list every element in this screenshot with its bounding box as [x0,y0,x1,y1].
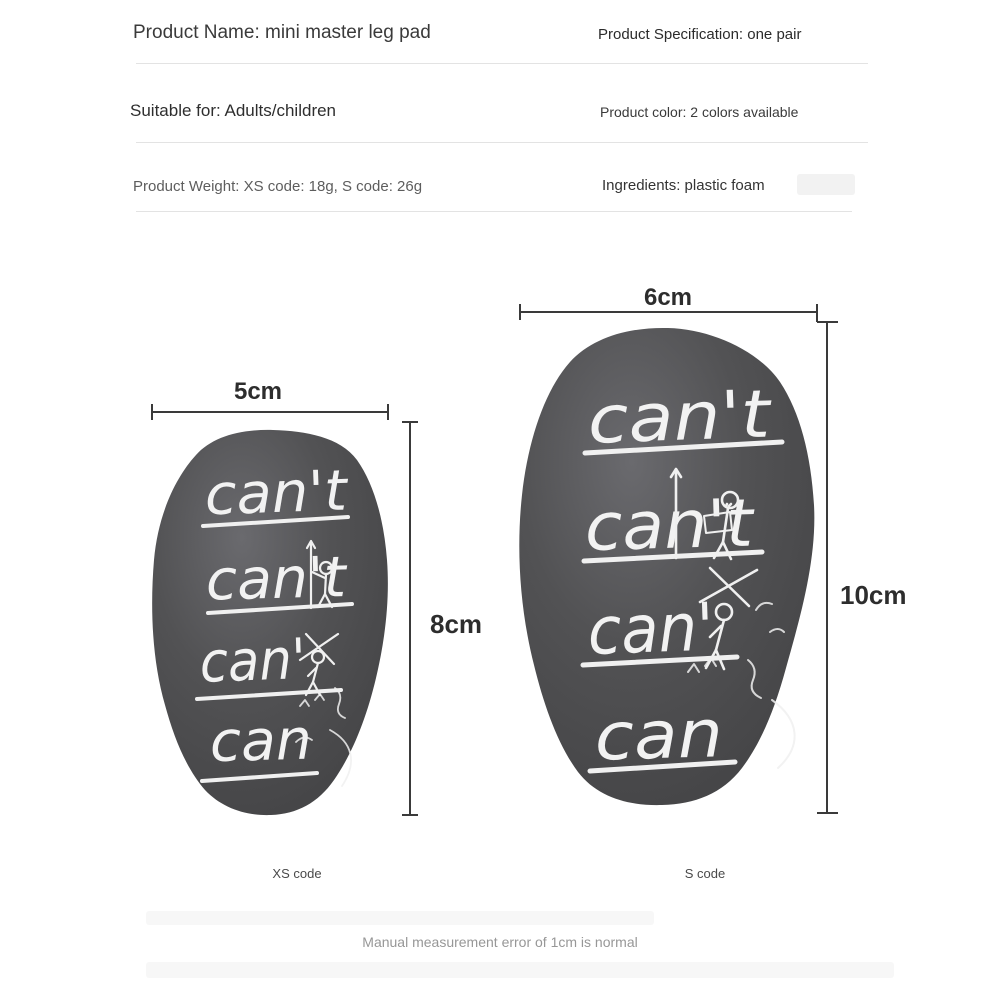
xs-width-label: 5cm [233,378,283,405]
xs-height-label: 8cm [430,609,483,639]
s-pad-word-1: can't [586,376,752,459]
faded-footer-band [146,911,654,925]
s-pad-word-4: can [593,695,715,776]
product-name-text: Product Name: mini master leg pad [133,22,431,43]
xs-pad-photo [152,430,388,815]
s-pad-word-2: can't [583,484,749,566]
measurement-disclaimer-text: Manual measurement error of 1cm is normal [362,934,638,950]
faded-footer-band [146,962,894,978]
xs-pad-word-2: can't [205,545,345,614]
product-weight-text: Product Weight: XS code: 18g, S code: 26g [133,178,423,195]
s-pad-photo [519,328,814,805]
product-color-text: Product color: 2 colors available [600,104,799,120]
xs-size-code-label: XS code [272,866,322,881]
s-height-label: 10cm [840,580,907,610]
xs-width-line [152,404,388,420]
xs-pad-word-3: can' [198,626,317,696]
s-size-code-label: S code [684,866,726,881]
s-pad-word-3: can' [586,588,726,670]
suitable-for-text: Suitable for: Adults/children [130,101,337,120]
s-width-label: 6cm [643,284,693,311]
product-specification-text: Product Specification: one pair [598,26,802,43]
xs-pad-word-4: can [208,707,312,776]
s-height-line [817,322,838,813]
xs-pad-word-1: can't [203,458,344,529]
xs-height-line [402,422,418,815]
ingredients-text: Ingredients: plastic foam [602,177,765,194]
